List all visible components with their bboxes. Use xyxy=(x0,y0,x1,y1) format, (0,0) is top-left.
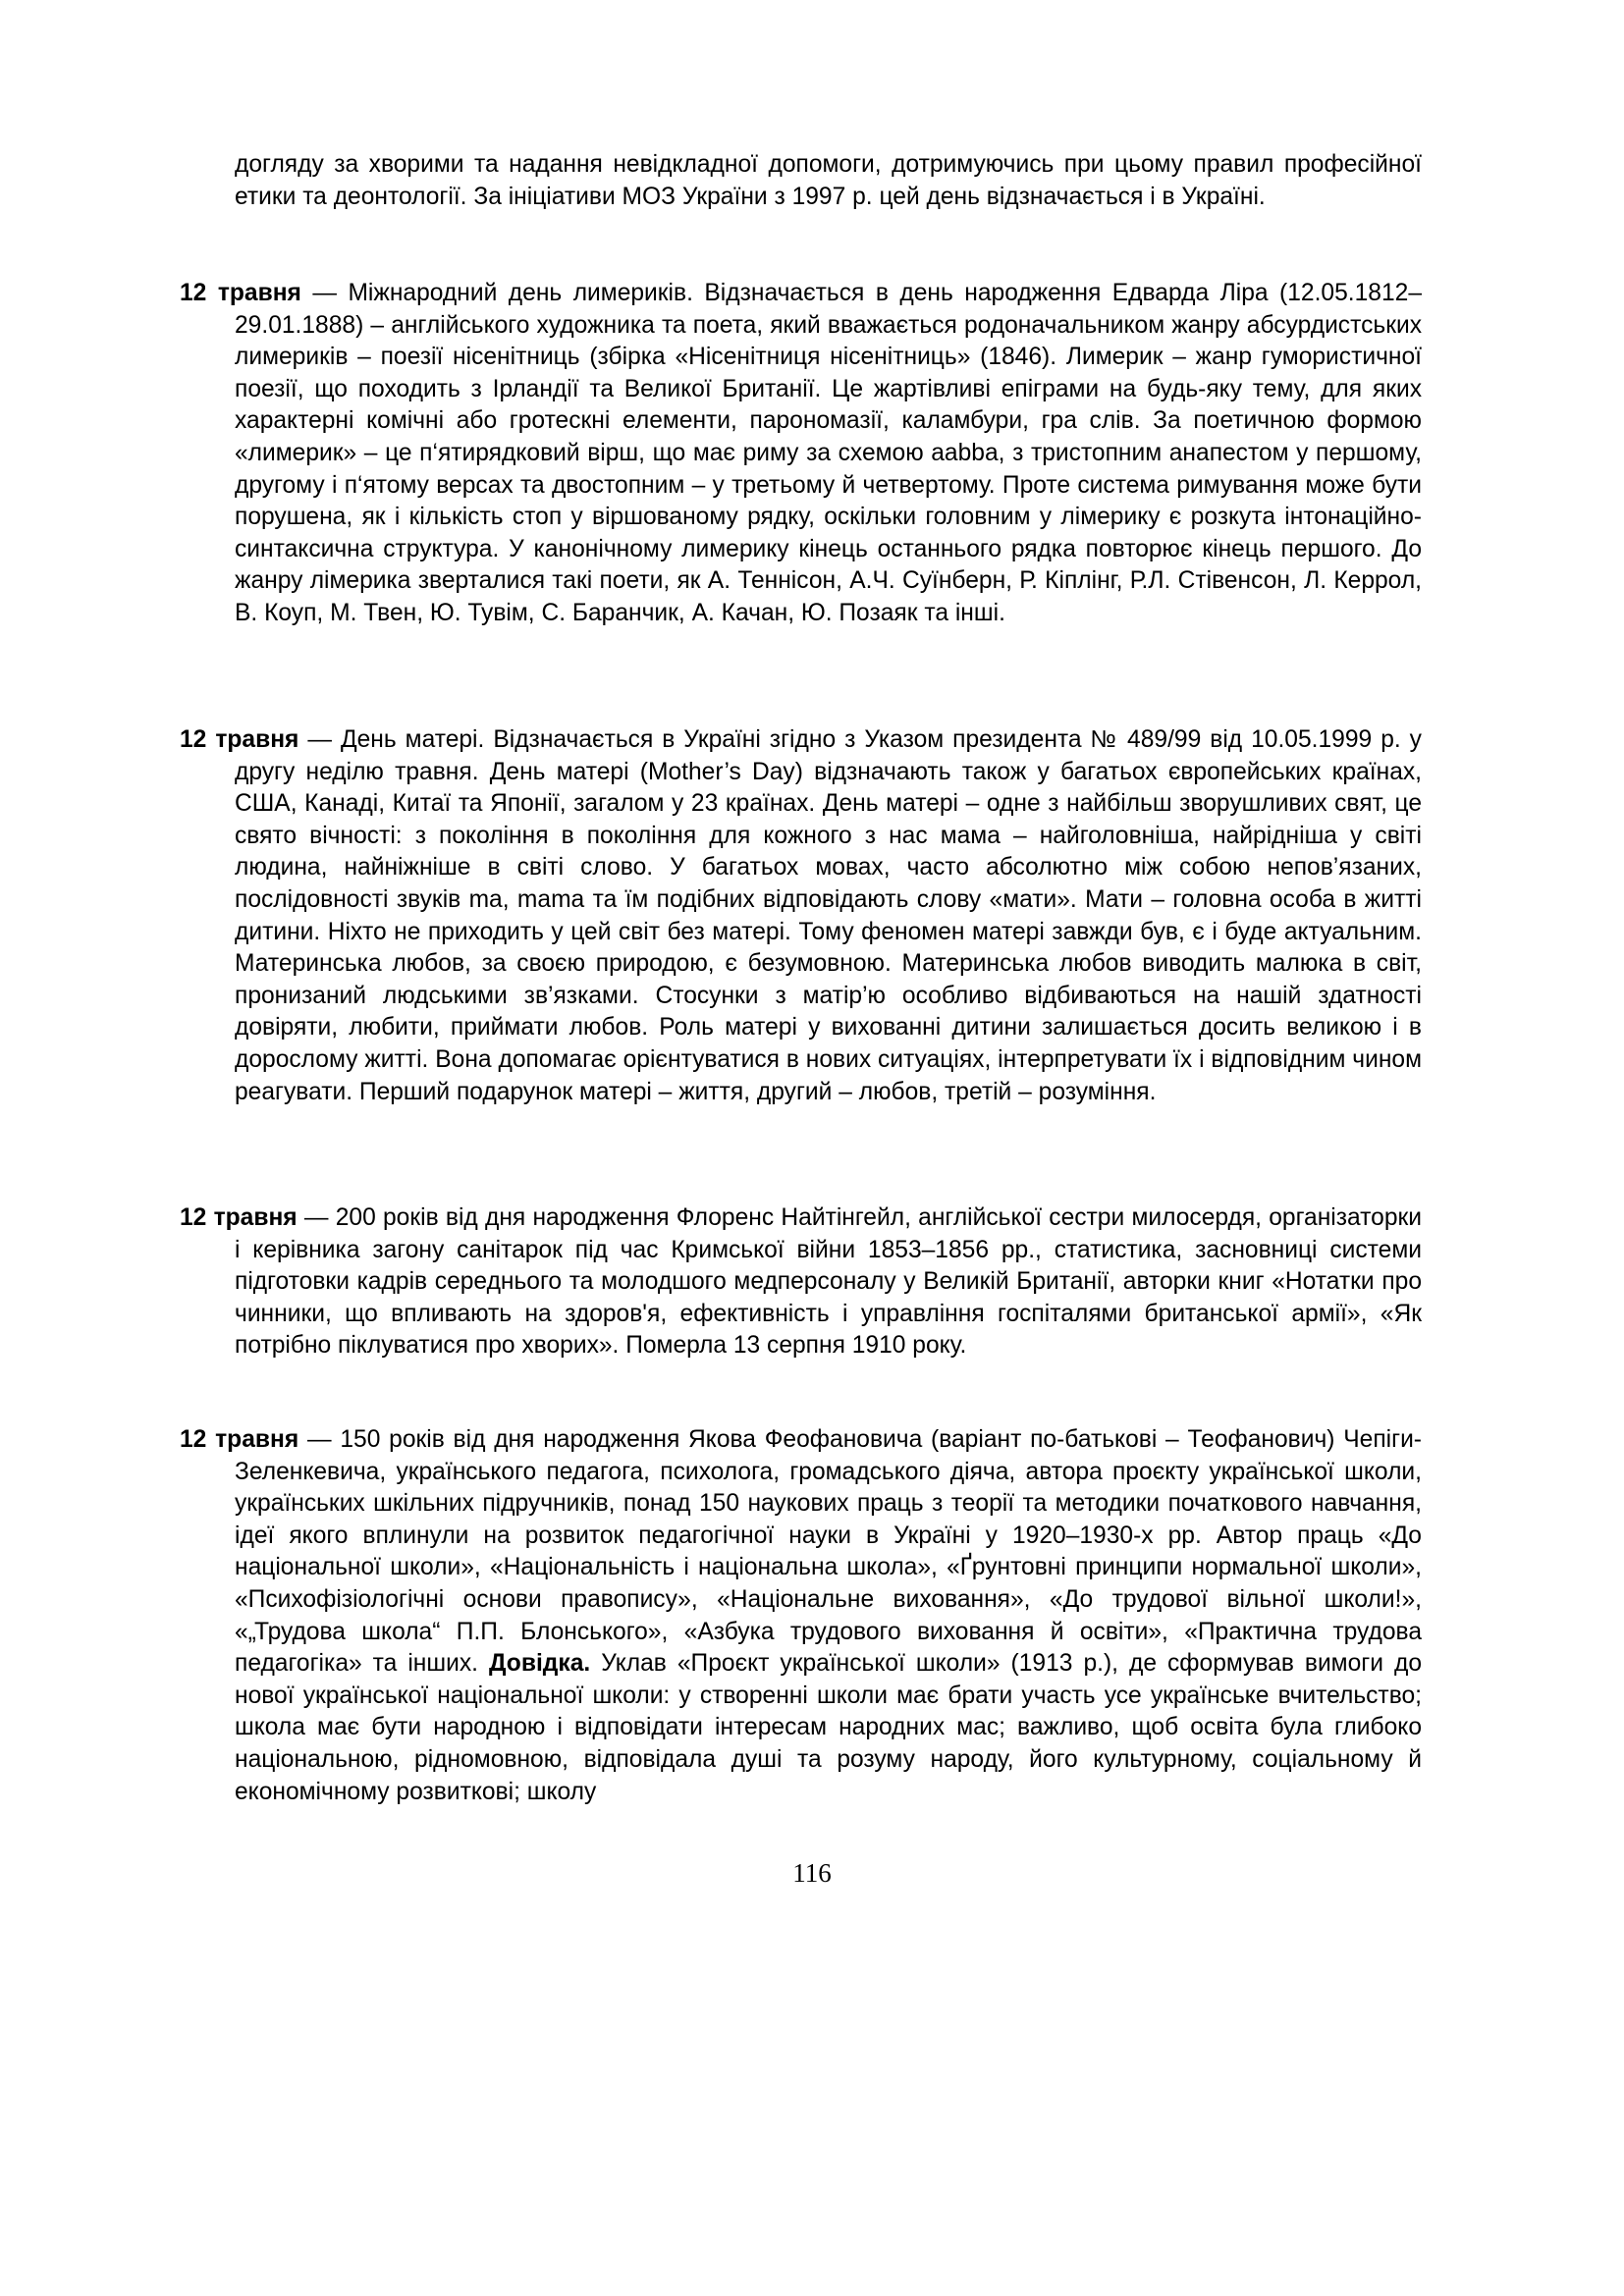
entry-mothers-day xyxy=(180,724,1422,1108)
entry-date: 12 травня xyxy=(180,726,299,753)
entry-text: — День матері. Відзначається в Україні згідно з Указом президента № 489/99 від 10.05.1999 р. у другу неділю травня. День матері (Mother’s Day) відзначають також у багатьох європейських країнах, США, Канаді, Китаї та Японії, загалом у 23 країнах. День матері – одне з найбільш зворушливих свят, це свято вічності: з покоління в покоління для кожного з нас мама – найголовніша, найрідніша у світі людина, найніжніше в світі слово. У багатьох мовах, часто абсолютно між собою непов’язаних, послідовності звуків ma, mama та їм подібних відповідають слову «мати». Мати – головна особа в житті дитини. Ніхто не приходить у цей світ без матері. Тому феномен матері завжди був, є і буде актуальним. Материнська любов, за своєю природою, є безумовною. Материнська любов виводить малюка в світ, пронизаний людськими зв’язками. Стосунки з матір’ю особливо відбиваються на нашій здатності довіряти, любити, приймати любов. Роль матері у вихованні дитини залишається досить великою і в дорослому житті. Вона допомагає орієнтуватися в нових ситуаціях, інтерпретувати їх і відповідним чином реагувати. Перший подарунок матері – життя, другий – любов, третій – розуміння. xyxy=(235,726,1422,1105)
entry-date: 12 травня xyxy=(180,1204,298,1231)
intro-paragraph: догляду за хворими та надання невідкладної допомоги, дотримуючись при цьому правил професійної етики та деонтології. За ініціативи МОЗ України з 1997 р. цей день відзначається і в Україні. xyxy=(235,151,1422,210)
page-number: 116 xyxy=(792,1858,832,1888)
entry-text: — 150 років від дня народження Якова Феофановича (варіант по-батькові – Теофанович) Чепіги-Зеленкевича, українського педагога, психолога, громадського діяча, автора проєкту української школи, українських шкільних підручників, понад 150 наукових праць з теорії та методики початкового навчання, ідеї якого вплинули на розвиток педагогічної науки в Україні у 1920–1930-х рр. Автор праць «До національної школи», «Національність і національна школа», «Ґрунтовні принципи нормальної школи», «Психофізіологічні основи правопису», «Національне виховання», «До трудової вільної школи!», «„Трудова школа“ П.П. Блонського», «Азбука трудового виховання й освіти», «Практична трудова педагогіка» та інших. xyxy=(235,1426,1422,1678)
entry-nightingale xyxy=(180,1202,1422,1362)
entry-limerick-day xyxy=(180,278,1422,630)
entry-date: 12 травня xyxy=(180,1426,299,1453)
entry-text: — Міжнародний день лимериків. Відзначається в день народження Едварда Ліра (12.05.1812–29.01.1888) – англійського художника та поета, який вважається родоначальником жанру абсурдистських лимериків – поезії нісенітниць (збірка «Нісенітниця нісенітниць» (1846). Лимерик – жанр гумористичної поезії, що походить з Ірландії та Великої Британії. Це жартівливі епіграми на будь-яку тему, для яких характерні комічні або гротескні елементи, парономазії, каламбури, гра слів. За поетичною формою «лимерик» – це п‘ятирядковий вірш, що має риму за схемою aabba, з тристопним анапестом у першому, другому і п‘ятому версах та двостопним – у третьому й четвертому. Проте система римування може бути порушена, як і кількість стоп у віршованому рядку, оскільки головним у лімерику є розкута інтонаційно-синтаксична структура. У канонічному лимерику кінець останнього рядка повторює кінець першого. До жанру лімерика зверталися такі поети, як А. Теннісон, А.Ч. Суїнберн, Р. Кіплінг, Р.Л. Стівенсон, Л. Керрол, В. Коуп, М. Твен, Ю. Тувім, С. Баранчик, А. Качан, Ю. Позаяк та інші. xyxy=(235,280,1422,626)
entry-chepiha xyxy=(180,1424,1422,1808)
entry-note-text: Уклав «Проєкт української школи» (1913 р.), де сформував вимоги до нової української національної школи: у створенні школи має брати участь усе українське вчительство; школа має бути народною і відповідати інтересам народних мас; важливо, щоб освіта була глибоко національною, рідномовною, відповідала душі та розуму народу, його культурному, соціальному й економічному розвиткові; школу xyxy=(235,1650,1422,1805)
entry-date: 12 травня xyxy=(180,280,301,306)
entry-text: — 200 років від дня народження Флоренс Найтінгейл, англійської сестри милосердя, організаторки і керівника загону санітарок під час Кримської війни 1853–1856 рр., статистика, засновниці системи підготовки кадрів середнього та молодшого медперсоналу у Великій Британії, авторки книг «Нотатки про чинники, що впливають на здоров'я, ефективність і управління госпіталями британської армії», «Як потрібно піклуватися про хворих». Померла 13 серпня 1910 року. xyxy=(235,1204,1422,1360)
entry-note-label: Довідка. xyxy=(488,1650,591,1678)
